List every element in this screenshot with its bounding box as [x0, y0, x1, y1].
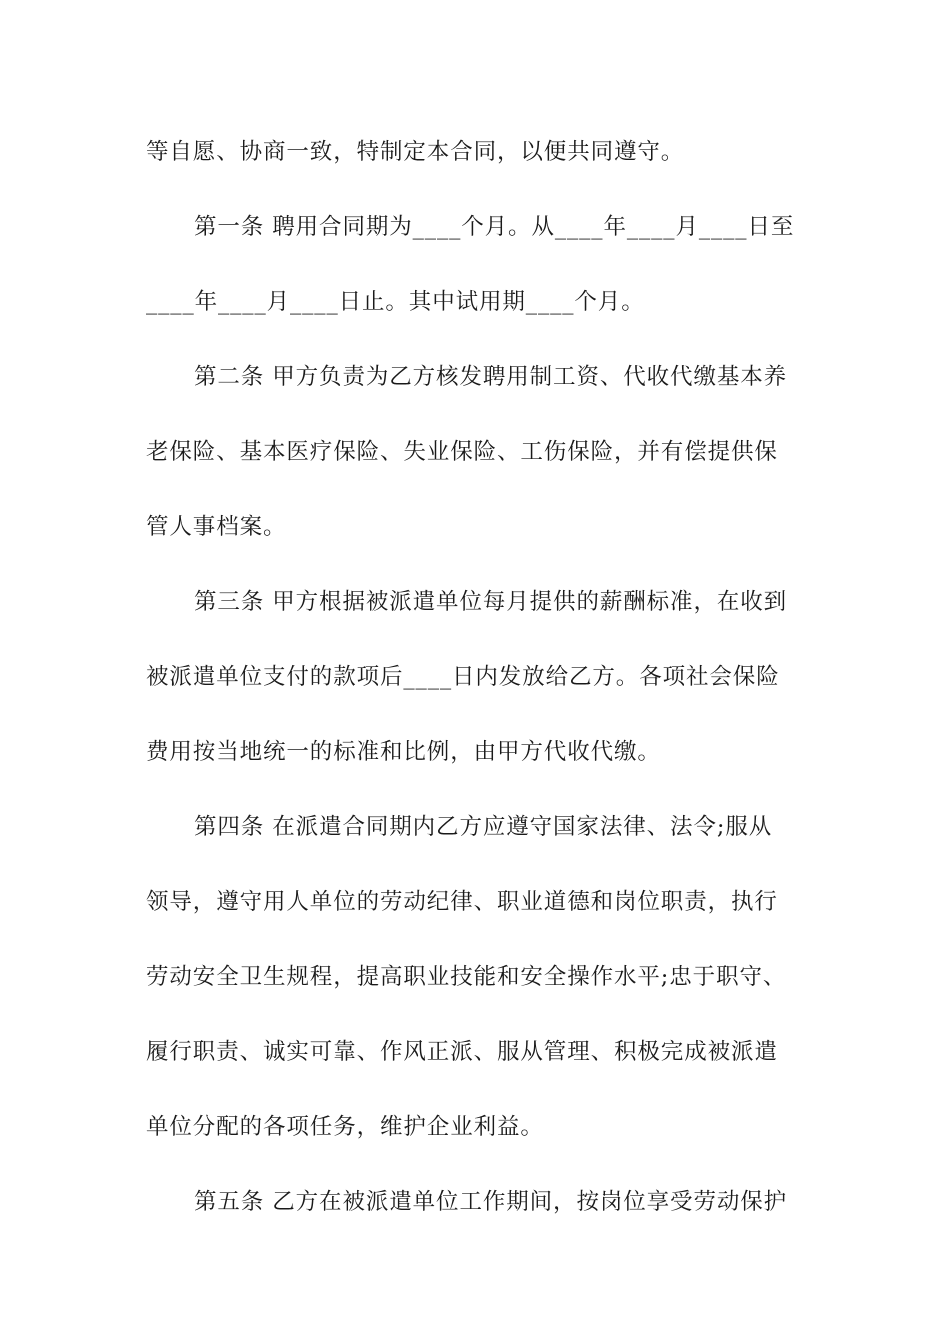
article-5-line-1: 第五条 乙方在被派遣单位工作期间，按岗位享受劳动保护 — [194, 1189, 788, 1215]
article-2-line-1: 第二条 甲方负责为乙方核发聘用制工资、代收代缴基本养 — [194, 364, 788, 390]
article-4-line-3: 劳动安全卫生规程，提高职业技能和安全操作水平;忠于职守、 — [146, 964, 787, 990]
article-2-line-2: 老保险、基本医疗保险、失业保险、工伤保险，并有偿提供保 — [146, 439, 778, 465]
article-4-line-4: 履行职责、诚实可靠、作风正派、服从管理、积极完成被派遣 — [146, 1039, 778, 1065]
article-1-line-2: ____年____月____日止。其中试用期____个月。 — [146, 289, 645, 315]
article-4-line-5: 单位分配的各项任务，维护企业利益。 — [146, 1114, 544, 1140]
text-line-1: 等自愿、协商一致，特制定本合同，以便共同遵守。 — [146, 139, 685, 165]
article-3-line-3: 费用按当地统一的标准和比例，由甲方代收代缴。 — [146, 739, 661, 765]
article-3-line-1: 第三条 甲方根据被派遣单位每月提供的薪酬标准，在收到 — [194, 589, 788, 615]
article-2-line-3: 管人事档案。 — [146, 514, 287, 540]
article-1-line-1: 第一条 聘用合同期为____个月。从____年____月____日至 — [194, 214, 795, 240]
article-4-line-1: 第四条 在派遣合同期内乙方应遵守国家法律、法令;服从 — [194, 814, 773, 840]
article-4-line-2: 领导，遵守用人单位的劳动纪律、职业道德和岗位职责，执行 — [146, 889, 778, 915]
article-3-line-2: 被派遣单位支付的款项后____日内发放给乙方。各项社会保险 — [146, 664, 780, 690]
